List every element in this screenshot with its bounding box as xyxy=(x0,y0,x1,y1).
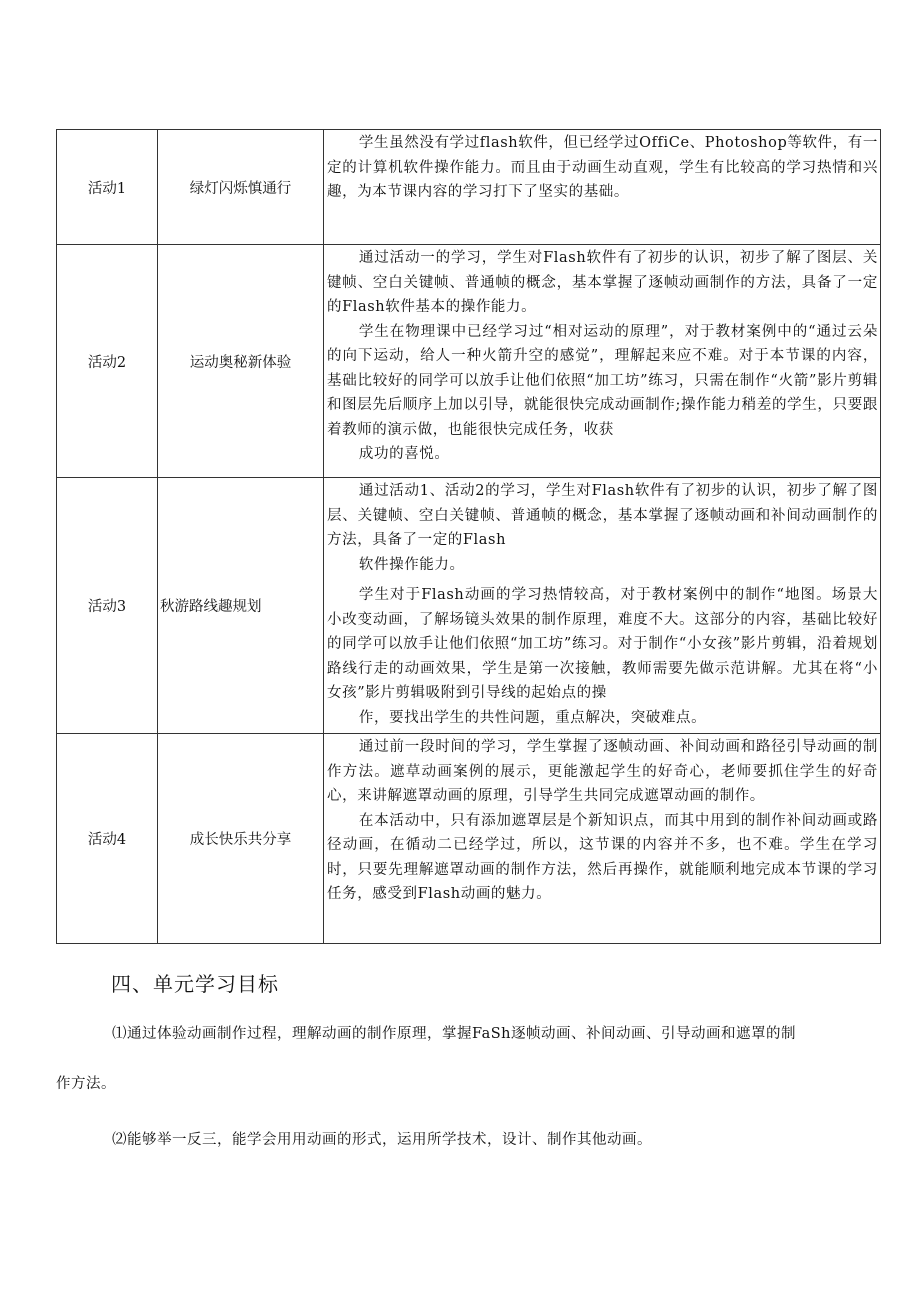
paragraph: 软件操作能力。 xyxy=(358,556,465,573)
table-row xyxy=(57,130,881,245)
activity-name: 活动1 xyxy=(57,130,158,245)
activity-table xyxy=(56,129,881,944)
activity-theme: 运动奥秘新体验 xyxy=(158,245,324,478)
activity-description xyxy=(324,245,881,478)
activity-description xyxy=(324,478,881,734)
paragraph: 在本活动中，只有添加遮罩层是个新知识点，而其中用到的制作补间动画或路径动画，在循动二已经学过，所以，这节课的内容并不多，也不难。学生在学习时，只要先理解遮罩动画的制作方法，然后再操作，就能顺利地完成本节课的学习任务，感受到Flash动画的魅力。 xyxy=(327,812,878,902)
activity-description xyxy=(324,734,881,944)
paragraph: 学生虽然没有学过flash软件，但已经学过OffiCe、Photoshop等软件，有一定的计算机软件操作能力。而且由于动画生动直观，学生有比较高的学习热情和兴趣，为本节课内容的学习打下了坚实的基础。 xyxy=(327,135,878,200)
paragraph: 通过活动一的学习，学生对Flash软件有了初步的认识，初步了解了图层、关键帧、空白关键帧、普通帧的概念，基本掌握了逐帧动画制作的方法，具备了一定的Flash软件基本的操作能力。 xyxy=(327,250,878,315)
paragraph: 学生在物理课中已经学习过“相对运动的原理”，对于教材案例中的“通过云朵的向下运动，给人一种火箭升空的感觉”，理解起来应不难。对于本节课的内容，基础比较好的同学可以放手让他们依照“加工坊”练习，只需在制作“火箭”影片剪辑和图层先后顺序上加以引导，就能很快完成动画制作;操作能力稍差的学生，只要跟着教师的演示做，也能很快完成任务，收获 xyxy=(327,323,878,438)
table-row xyxy=(57,478,881,734)
paragraph: 作，要找出学生的共性问题，重点解决，突破难点。 xyxy=(358,709,707,726)
learning-goal: ⑵能够举一反三，能学会用用动画的形式，运用所学技术，设计、制作其他动画。 xyxy=(112,1132,652,1148)
activity-theme: 成长快乐共分享 xyxy=(158,734,324,944)
table-row xyxy=(57,734,881,944)
learning-goal: ⑴通过体验动画制作过程，理解动画的制作原理，掌握FaSh逐帧动画、补间动画、引导动画和遮罩的制 xyxy=(112,1026,796,1042)
activity-theme: 秋游路线趣规划 xyxy=(158,478,324,734)
activity-name: 活动2 xyxy=(57,245,158,478)
paragraph: 成功的喜悦。 xyxy=(358,446,450,462)
activity-name: 活动3 xyxy=(57,478,158,734)
paragraph: 学生对于Flash动画的学习热情较高，对于教材案例中的制作“地图。场景大小改变动画，了解场镜头效果的制作原理，难度不大。这部分的内容，基础比较好的同学可以放手让他们依照“加工坊”练习。对于制作“小女孩”影片剪辑，沿着规划路线行走的动画效果，学生是第一次接触，教师需要先做示范讲解。尤其在将“小女孩”影片剪辑吸附到引导线的起始点的操 xyxy=(327,587,878,701)
paragraph: 通过前一段时间的学习，学生掌握了逐帧动画、补间动画和路径引导动画的制作方法。遮草动画案例的展示，更能激起学生的好奇心，老师要抓住学生的好奇心，来讲解遮罩动画的原理，引导学生共同完成遮罩动画的制作。 xyxy=(327,739,878,804)
activity-name: 活动4 xyxy=(57,734,158,944)
activity-theme: 绿灯闪烁慎通行 xyxy=(158,130,324,245)
activity-description xyxy=(324,130,881,245)
section-heading: 四、单元学习目标 xyxy=(111,972,279,996)
learning-goal-continuation: 作方法。 xyxy=(56,1076,116,1092)
paragraph: 通过活动1、活动2的学习，学生对Flash软件有了初步的认识，初步了解了图层、关键帧、空白关键帧、普通帧的概念，基本掌握了逐帧动画和补间动画制作的方法，具备了一定的Flash xyxy=(327,483,878,548)
table-row xyxy=(57,245,881,478)
